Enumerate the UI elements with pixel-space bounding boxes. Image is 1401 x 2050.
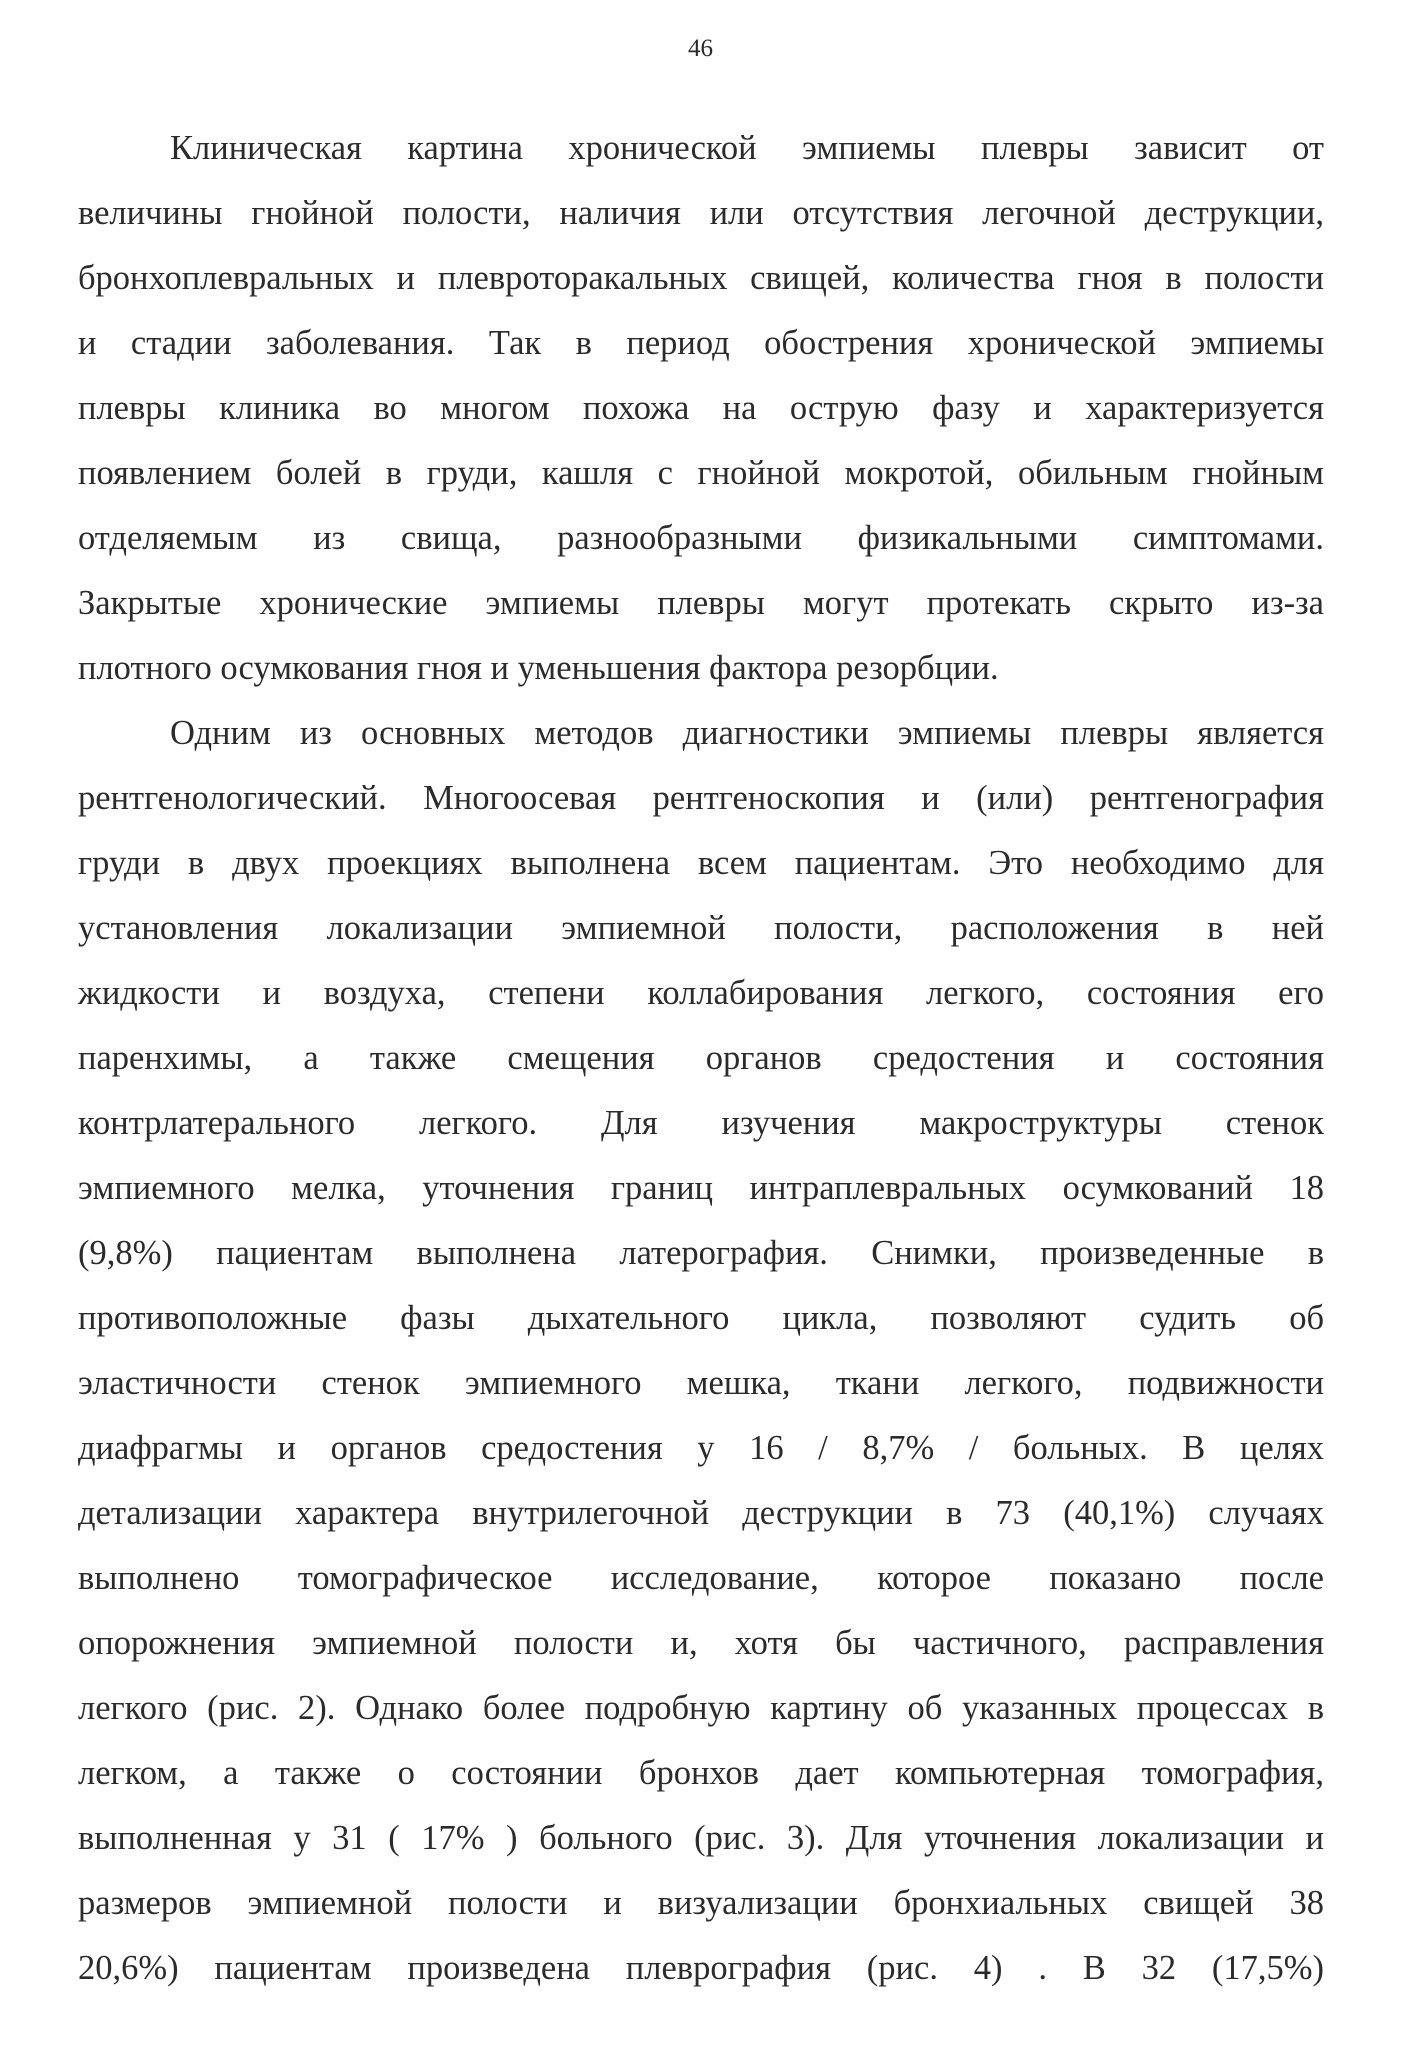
text-line: установления локализации эмпиемной полости, расположения в ней — [78, 909, 1324, 947]
text-line: эмпиемного мелка, уточнения границ интраплевральных осумкований 18 — [78, 1169, 1324, 1207]
text-line: величины гнойной полости, наличия или отсутствия легочной деструкции, — [78, 194, 1324, 232]
text-line: плотного осумкования гноя и уменьшения фактора резорбции. — [78, 649, 999, 687]
text-line: контрлатерального легкого. Для изучения макроструктуры стенок — [78, 1104, 1324, 1142]
text-line: детализации характера внутрилегочной деструкции в 73 (40,1%) случаях — [78, 1494, 1324, 1532]
text-line: противоположные фазы дыхательного цикла, позволяют судить об — [78, 1299, 1324, 1337]
text-line: размеров эмпиемной полости и визуализации бронхиальных свищей 38 — [78, 1884, 1324, 1922]
text-line: опорожнения эмпиемной полости и, хотя бы частичного, расправления — [78, 1624, 1324, 1662]
text-line: выполнено томографическое исследование, которое показано после — [78, 1559, 1324, 1597]
text-line: плевры клиника во многом похожа на острую фазу и характеризуется — [78, 389, 1324, 427]
text-line: Клиническая картина хронической эмпиемы плевры зависит от — [170, 129, 1324, 167]
body-text — [78, 116, 1324, 2001]
text-line: груди в двух проекциях выполнена всем пациентам. Это необходимо для — [78, 844, 1324, 882]
text-line: жидкости и воздуха, степени коллабирования легкого, состояния его — [78, 974, 1324, 1012]
text-line: Одним из основных методов диагностики эмпиемы плевры является — [170, 714, 1324, 752]
text-line: отделяемым из свища, разнообразными физикальными симптомами. — [78, 519, 1324, 557]
text-line: легком, а также о состоянии бронхов дает компьютерная томография, — [78, 1754, 1324, 1792]
text-line: эластичности стенок эмпиемного мешка, ткани легкого, подвижности — [78, 1364, 1324, 1402]
text-line: легкого (рис. 2). Однако более подробную картину об указанных процессах в — [78, 1689, 1324, 1727]
text-line: выполненная у 31 ( 17% ) больного (рис. 3). Для уточнения локализации и — [78, 1819, 1324, 1857]
text-line: и стадии заболевания. Так в период обострения хронической эмпиемы — [78, 324, 1324, 362]
text-line: рентгенологический. Многоосевая рентгеноскопия и (или) рентгенография — [78, 779, 1324, 817]
page-number: 46 — [688, 35, 713, 62]
text-line: паренхимы, а также смещения органов средостения и состояния — [78, 1039, 1324, 1077]
text-line: бронхоплевральных и плевроторакальных свищей, количества гноя в полости — [78, 259, 1324, 297]
text-line: (9,8%) пациентам выполнена латерография. Снимки, произведенные в — [78, 1234, 1324, 1272]
text-line: диафрагмы и органов средостения у 16 / 8,7% / больных. В целях — [78, 1429, 1324, 1467]
text-line: 20,6%) пациентам произведена плеврография (рис. 4) . В 32 (17,5%) — [78, 1949, 1324, 1987]
text-line: появлением болей в груди, кашля с гнойной мокротой, обильным гнойным — [78, 454, 1324, 492]
text-line: Закрытые хронические эмпиемы плевры могут протекать скрыто из-за — [78, 584, 1324, 622]
